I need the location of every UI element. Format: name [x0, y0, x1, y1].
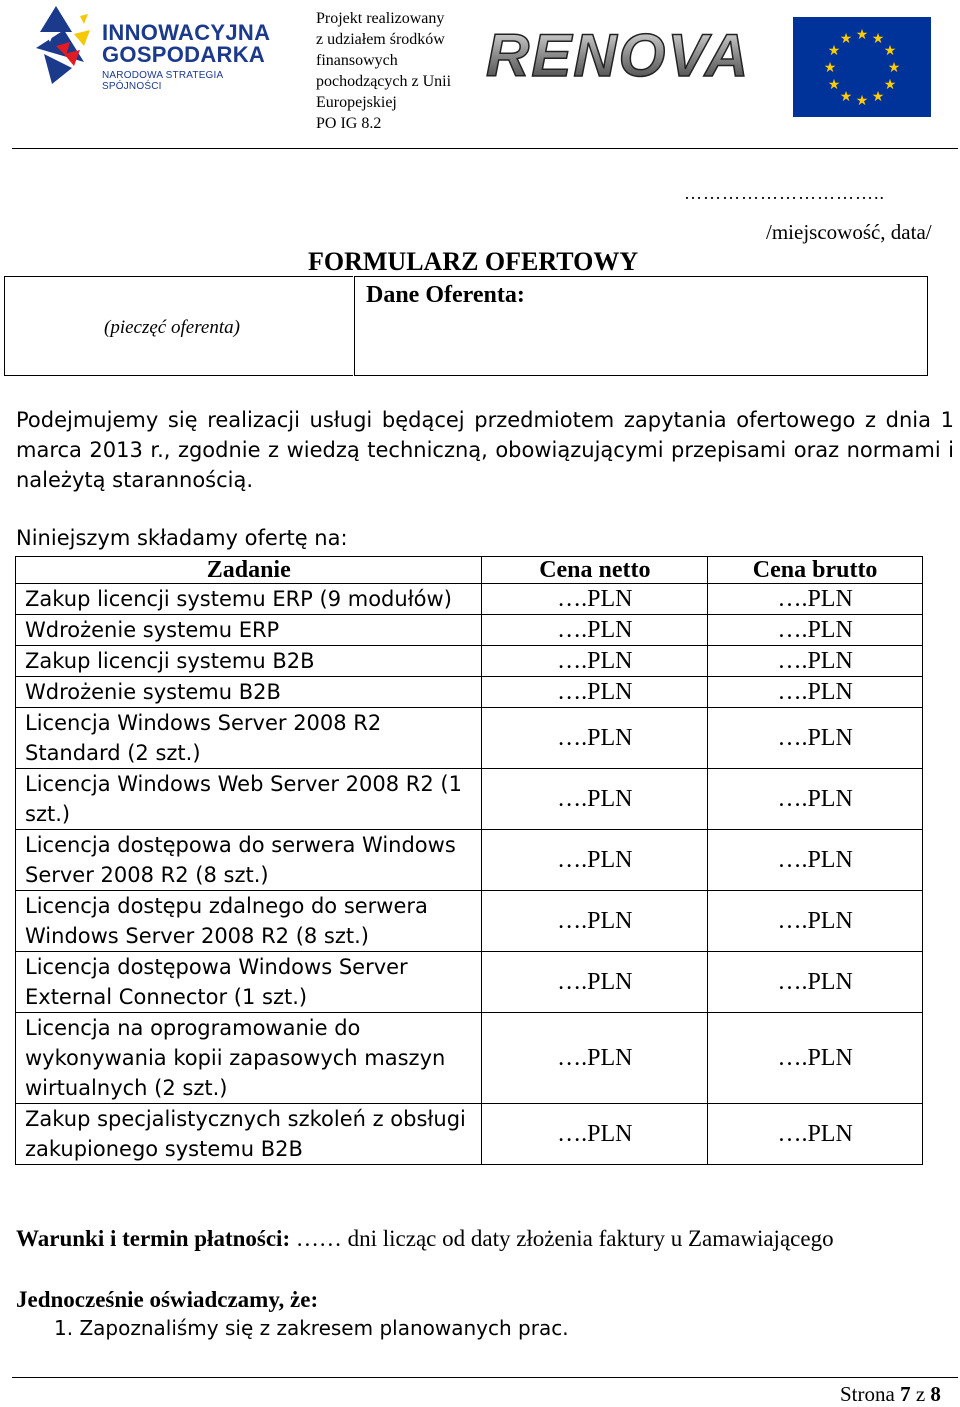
header-divider [12, 148, 958, 149]
task-cell: Licencja dostępowa do serwera Windows Server 2008 R2 (8 szt.) [16, 830, 482, 891]
svg-text:★: ★ [827, 77, 841, 93]
gross-price-cell[interactable]: ….PLN [708, 1104, 923, 1165]
net-price-cell[interactable]: ….PLN [482, 830, 708, 891]
project-line: PO IG 8.2 [316, 115, 382, 132]
page-number [840, 1382, 941, 1407]
offer-table [15, 556, 923, 1165]
eu-flag-icon [793, 17, 931, 117]
net-price-cell[interactable]: ….PLN [482, 952, 708, 1013]
offer-intro: Niniejszym składamy ofertę na: [16, 526, 348, 550]
table-row [16, 1013, 923, 1104]
task-cell: Wdrożenie systemu B2B [16, 677, 482, 708]
offeror-label: Dane Oferenta: [366, 282, 525, 308]
project-line: z udziałem środków [316, 31, 445, 48]
gross-price-cell[interactable]: ….PLN [708, 646, 923, 677]
gross-price-cell[interactable]: ….PLN [708, 891, 923, 952]
project-line: pochodzących z Unii [316, 73, 452, 90]
page-header [0, 0, 960, 150]
stamp-label: (pieczęć oferenta) [104, 317, 240, 338]
project-line: finansowych [316, 52, 398, 69]
project-info [316, 8, 486, 134]
net-price-cell[interactable]: ….PLN [482, 615, 708, 646]
page-sep: z [910, 1382, 931, 1406]
net-price-cell[interactable]: ….PLN [482, 769, 708, 830]
net-price-cell[interactable]: ….PLN [482, 1013, 708, 1104]
svg-text:★: ★ [827, 43, 841, 59]
table-header-row [16, 557, 923, 584]
header-task: Zadanie [16, 557, 482, 584]
innowacyjna-gospodarka-logo-icon [34, 4, 96, 86]
task-cell: Licencja na oprogramowanie do wykonywania kopii zapasowych maszyn wirtualnych (2 szt.) [16, 1013, 482, 1104]
gross-price-cell[interactable]: ….PLN [708, 830, 923, 891]
gross-price-cell[interactable]: ….PLN [708, 1013, 923, 1104]
header-net: Cena netto [482, 557, 708, 584]
task-cell: Licencja Windows Server 2008 R2 Standard (2 szt.) [16, 708, 482, 769]
net-price-cell[interactable]: ….PLN [482, 584, 708, 615]
svg-text:★: ★ [871, 31, 885, 47]
svg-text:RENOVA: RENOVA [486, 26, 751, 86]
gross-price-cell[interactable]: ….PLN [708, 584, 923, 615]
net-price-cell[interactable]: ….PLN [482, 708, 708, 769]
table-row [16, 584, 923, 615]
task-cell: Zakup licencji systemu ERP (9 modułów) [16, 584, 482, 615]
table-row [16, 1104, 923, 1165]
net-price-cell[interactable]: ….PLN [482, 891, 708, 952]
task-cell: Wdrożenie systemu ERP [16, 615, 482, 646]
task-cell: Zakup specjalistycznych szkoleń z obsługi zakupionego systemu B2B [16, 1104, 482, 1165]
renova-logo [486, 26, 776, 86]
payment-terms [16, 1226, 834, 1252]
table-row [16, 646, 923, 677]
logo-ig-line3: NARODOWA STRATEGIA SPÓJNOŚCI [102, 70, 223, 92]
page-prefix: Strona [840, 1382, 901, 1406]
svg-text:★: ★ [839, 89, 853, 105]
task-cell: Licencja Windows Web Server 2008 R2 (1 szt.) [16, 769, 482, 830]
place-date-dots: ………………………….. [684, 183, 885, 203]
total-pages: 8 [930, 1382, 941, 1406]
gross-price-cell[interactable]: ….PLN [708, 708, 923, 769]
gross-price-cell[interactable]: ….PLN [708, 677, 923, 708]
task-cell: Licencja dostępu zdalnego do serwera Windows Server 2008 R2 (8 szt.) [16, 891, 482, 952]
payment-text: …… dni licząc od daty złożenia faktury u Zamawiającego [290, 1226, 834, 1251]
table-row [16, 708, 923, 769]
payment-label: Warunki i termin płatności: [16, 1226, 291, 1251]
logo-ig-line1: INNOWACYJNA [102, 20, 271, 45]
project-line: Europejskiej [316, 94, 397, 111]
svg-text:★: ★ [887, 60, 901, 76]
net-price-cell[interactable]: ….PLN [482, 677, 708, 708]
innowacyjna-gospodarka-logo [34, 4, 284, 92]
table-row [16, 891, 923, 952]
svg-text:★: ★ [871, 89, 885, 105]
svg-text:★: ★ [823, 60, 837, 76]
task-cell: Licencja dostępowa Windows Server External Connector (1 szt.) [16, 952, 482, 1013]
footer-divider [12, 1377, 958, 1378]
svg-text:★: ★ [855, 93, 869, 109]
svg-text:★: ★ [883, 43, 897, 59]
logo-ig-line2: GOSPODARKA [102, 42, 266, 67]
table-row [16, 769, 923, 830]
gross-price-cell[interactable]: ….PLN [708, 769, 923, 830]
header-gross: Cena brutto [708, 557, 923, 584]
table-row [16, 952, 923, 1013]
project-line: Projekt realizowany [316, 10, 445, 27]
form-title: FORMULARZ OFERTOWY [308, 247, 639, 276]
declaration-item: 1. Zapoznaliśmy się z zakresem planowanych prac. [54, 1316, 569, 1340]
renova-logo-icon [486, 26, 776, 86]
gross-price-cell[interactable]: ….PLN [708, 952, 923, 1013]
place-date-label: /miejscowość, data/ [766, 220, 932, 244]
table-row [16, 677, 923, 708]
svg-text:★: ★ [883, 77, 897, 93]
task-cell: Zakup licencji systemu B2B [16, 646, 482, 677]
current-page: 7 [900, 1382, 911, 1406]
svg-text:★: ★ [839, 31, 853, 47]
svg-text:★: ★ [855, 27, 869, 43]
net-price-cell[interactable]: ….PLN [482, 1104, 708, 1165]
intro-paragraph: Podejmujemy się realizacji usługi będącej przedmiotem zapytania ofertowego z dnia 1 marca 2013 r., zgodnie z wiedzą techniczną, obowiązującymi przepisami oraz normami i należytą starannością. [16, 408, 954, 492]
declaration-label: Jednocześnie oświadczamy, że: [16, 1287, 319, 1312]
table-row [16, 830, 923, 891]
gross-price-cell[interactable]: ….PLN [708, 615, 923, 646]
table-row [16, 615, 923, 646]
net-price-cell[interactable]: ….PLN [482, 646, 708, 677]
eu-flag [793, 17, 931, 117]
